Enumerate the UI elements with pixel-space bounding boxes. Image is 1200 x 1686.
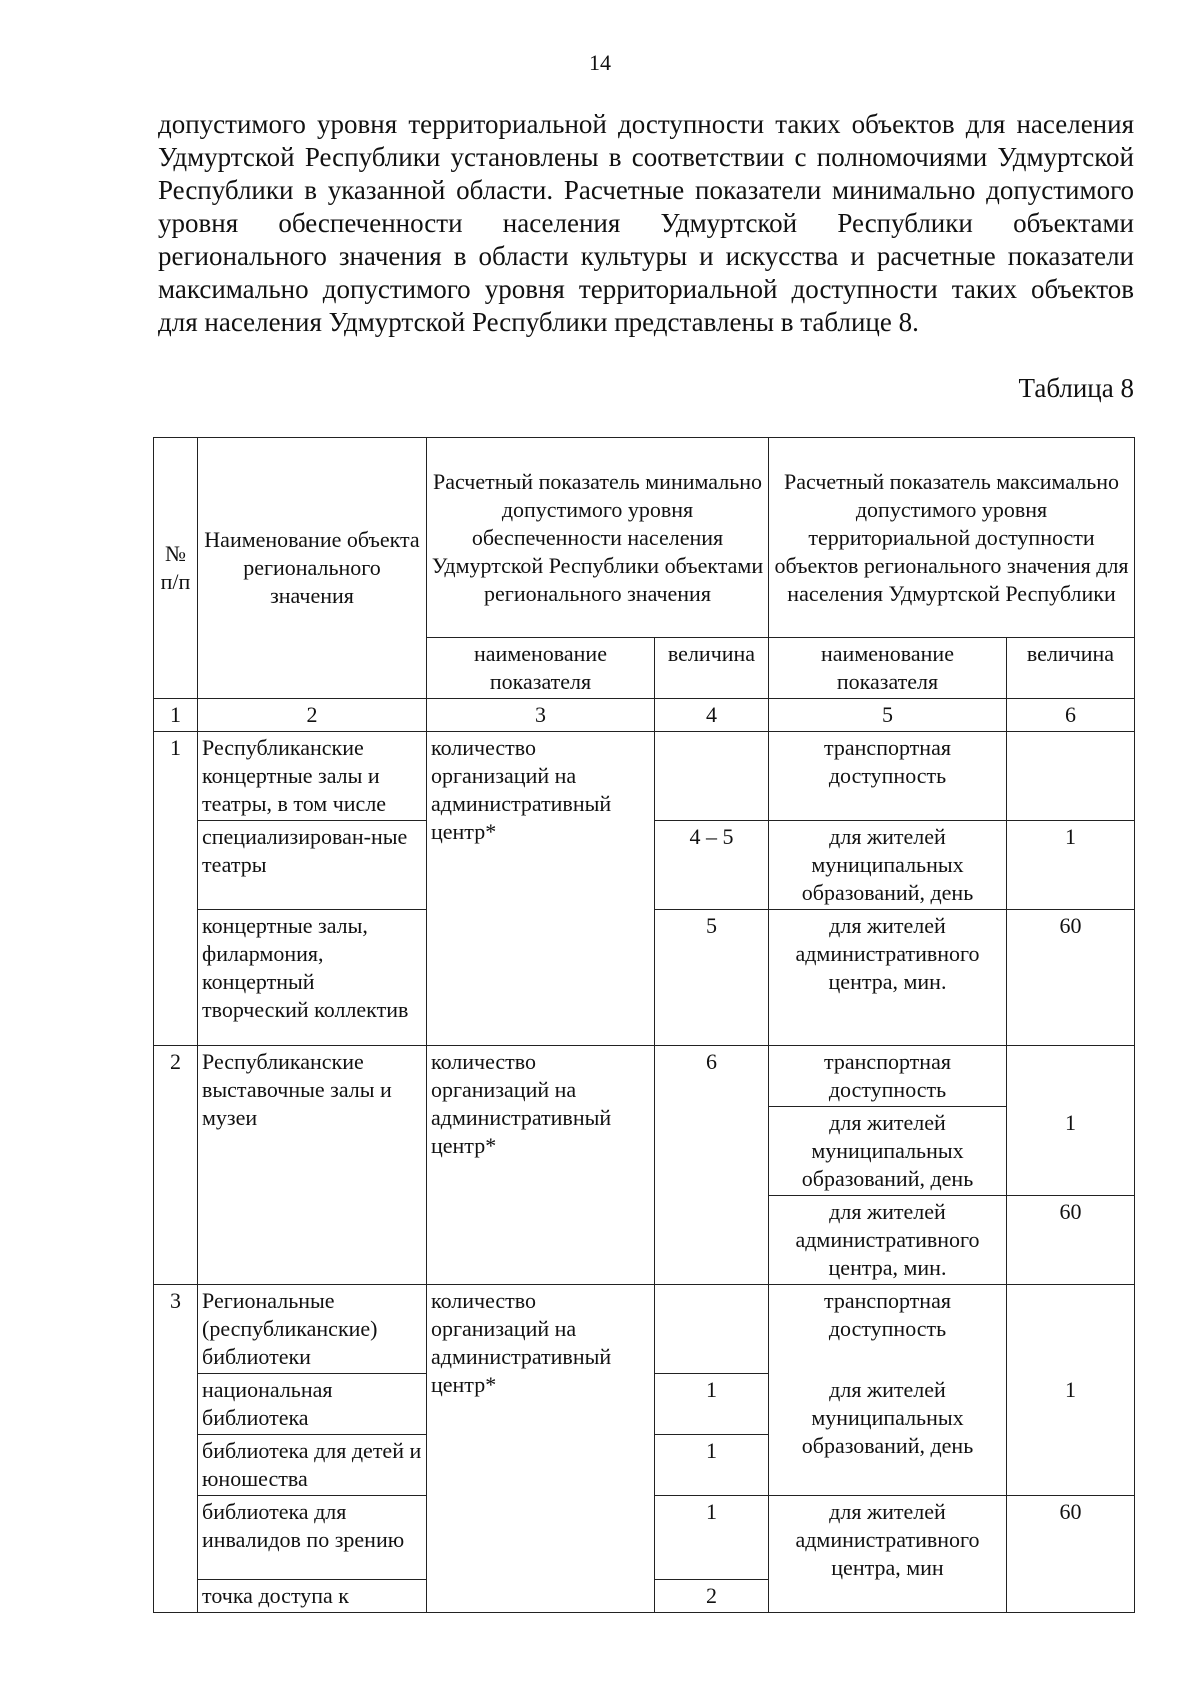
header-object-name: Наименование объекта регионального значения xyxy=(198,438,427,699)
indicator-value-max: 60 xyxy=(1007,1496,1135,1613)
header-value-min: величина xyxy=(655,638,769,699)
table-caption: Таблица 8 xyxy=(1018,373,1134,403)
indicator-value-max: 60 xyxy=(1007,910,1135,1046)
indicator-name: количество организаций на административный центр* xyxy=(427,1046,655,1285)
indicator-name: количество организаций на административный центр* xyxy=(427,732,655,1046)
object-name: Республиканские выставочные залы и музеи xyxy=(198,1046,427,1285)
body-paragraph: допустимого уровня территориальной доступности таких объектов для населения Удмуртской Республики установлены в соответствии с полномочиями Удмуртской Республики в указанной области. Расчетные показатели минимально допустимого уровня обеспеченности населения Удмуртской Республики объектами регионального значения в области культуры и искусства и расчетные показатели максимально допустимого уровня территориальной доступности таких объектов для населения Удмуртской Республики представлены в таблице 8. xyxy=(158,109,1134,337)
page-number: 14 xyxy=(589,50,611,75)
row-number: 2 xyxy=(154,1046,198,1285)
col-number: 6 xyxy=(1007,699,1135,732)
indicator-value: 4 – 5 xyxy=(655,821,769,910)
indicator-name-max: для жителей муниципальных образований, день xyxy=(769,1374,1007,1496)
indicator-value-empty xyxy=(1007,732,1135,821)
indicator-value: 6 xyxy=(655,1046,769,1285)
indicator-value-empty xyxy=(655,732,769,821)
table-8 xyxy=(153,437,1135,1613)
header-value-max: величина xyxy=(1007,638,1135,699)
indicator-name-max: транспортная доступность xyxy=(769,1285,1007,1374)
indicator-value: 2 xyxy=(655,1580,769,1613)
indicator-value: 1 xyxy=(655,1435,769,1496)
indicator-name-max: для жителей муниципальных образований, день xyxy=(769,821,1007,910)
indicator-value: 1 xyxy=(655,1374,769,1435)
row-number: 3 xyxy=(154,1285,198,1613)
col-number: 1 xyxy=(154,699,198,732)
object-name: национальная библиотека xyxy=(198,1374,427,1435)
indicator-name: количество организаций на административный центр* xyxy=(427,1285,655,1613)
indicator-name-max: для жителей административного центра, мин. xyxy=(769,910,1007,1046)
indicator-name-max: транспортная доступность xyxy=(769,1046,1007,1107)
row-number: 1 xyxy=(154,732,198,1046)
indicator-value-empty xyxy=(1007,1046,1135,1107)
indicator-name-max: для жителей административного центра, мин. xyxy=(769,1196,1007,1285)
indicator-value: 5 xyxy=(655,910,769,1046)
indicator-value-empty xyxy=(1007,1285,1135,1374)
indicator-value-max: 1 xyxy=(1007,1107,1135,1196)
indicator-value-max: 60 xyxy=(1007,1196,1135,1285)
header-indicator-name-max: наименование показателя xyxy=(769,638,1007,699)
object-name: концертные залы, филармония, концертный творческий коллектив xyxy=(198,910,427,1046)
header-min-indicator: Расчетный показатель минимально допустимого уровня обеспеченности населения Удмуртской Республики объектами регионального значения xyxy=(427,438,769,638)
indicator-name-max: для жителей административного центра, мин xyxy=(769,1496,1007,1613)
object-name: библиотека для детей и юношества xyxy=(198,1435,427,1496)
indicator-value-max: 1 xyxy=(1007,1374,1135,1496)
object-name: библиотека для инвалидов по зрению xyxy=(198,1496,427,1580)
col-number: 5 xyxy=(769,699,1007,732)
indicator-name-max: для жителей муниципальных образований, день xyxy=(769,1107,1007,1196)
object-name: точка доступа к xyxy=(198,1580,427,1613)
col-number: 4 xyxy=(655,699,769,732)
indicator-name-max: транспортная доступность xyxy=(769,732,1007,821)
header-indicator-name-min: наименование показателя xyxy=(427,638,655,699)
indicator-value-max: 1 xyxy=(1007,821,1135,910)
col-number: 2 xyxy=(198,699,427,732)
header-num: № п/п xyxy=(154,438,198,699)
indicator-value: 1 xyxy=(655,1496,769,1580)
object-name: Региональные (республиканские) библиотеки xyxy=(198,1285,427,1374)
col-number: 3 xyxy=(427,699,655,732)
indicator-value-empty xyxy=(655,1285,769,1374)
object-name: Республиканские концертные залы и театры, в том числе xyxy=(198,732,427,821)
header-max-indicator: Расчетный показатель максимально допустимого уровня территориальной доступности объектов регионального значения для населения Удмуртской Республики xyxy=(769,438,1135,638)
object-name: специализирован-ные театры xyxy=(198,821,427,910)
